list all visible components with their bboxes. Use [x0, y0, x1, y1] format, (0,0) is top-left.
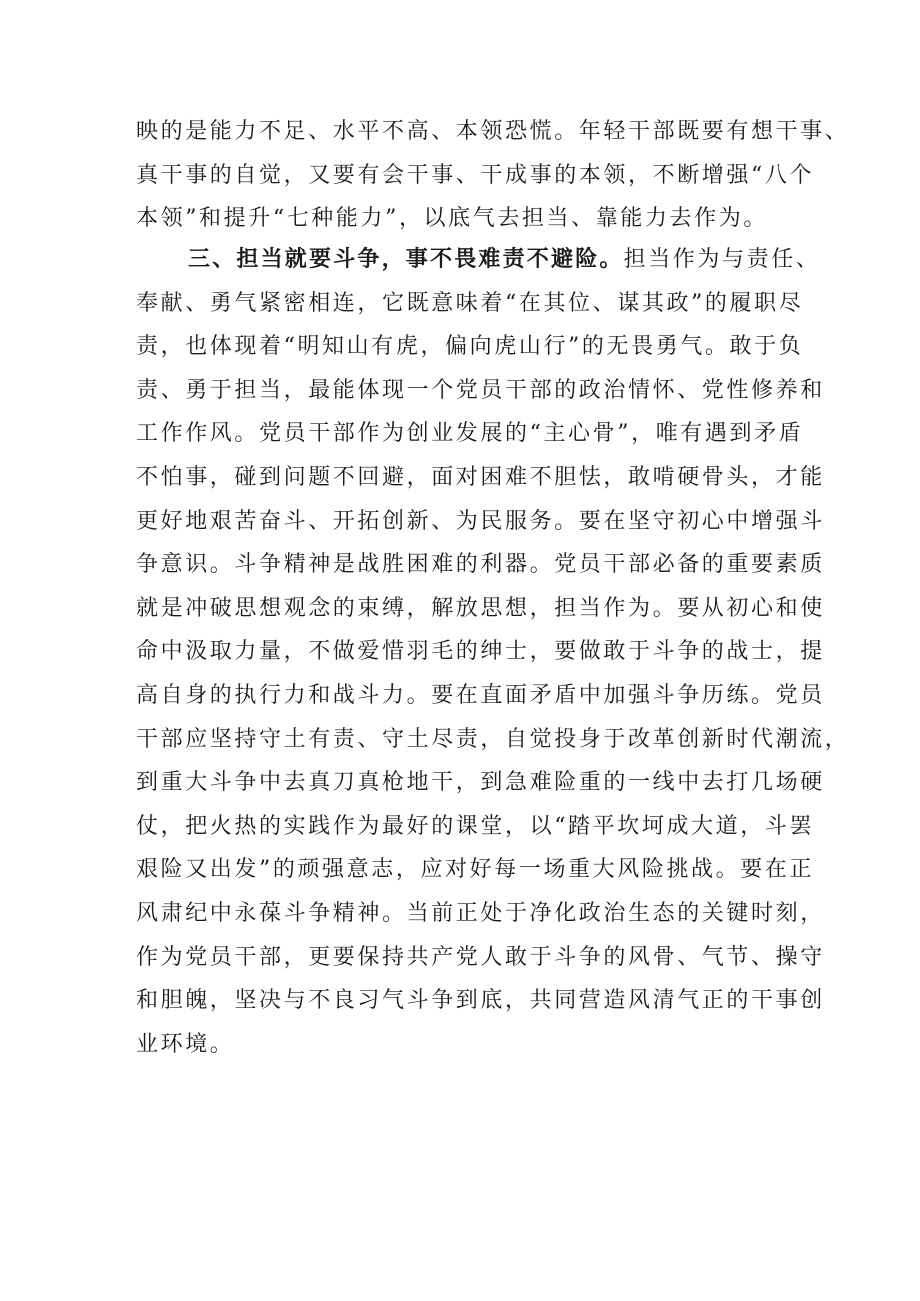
text-line: 风肃纪中永葆斗争精神。当前正处于净化政治生态的关键时刻，: [136, 900, 825, 926]
text-line: 就是冲破思想观念的束缚，解放思想，担当作为。要从初心和使: [136, 595, 825, 621]
text-run: 担当作为与责任、: [623, 247, 821, 272]
text-line: 艰险又出发”的顽强意志，应对好每一场重大风险挑战。要在正: [136, 857, 815, 883]
text-line: 更好地艰苦奋斗、开拓创新、为民服务。要在坚守初心中增强斗: [136, 508, 825, 534]
text-line: 责，也体现着“明知山有虎，偏向虎山行”的无畏勇气。敢于负: [136, 334, 804, 360]
section-heading: 三、担当就要斗争，事不畏难责不避险。: [188, 247, 624, 272]
paragraph-first-line: [136, 238, 821, 282]
text-line: 工作作风。党员干部作为创业发展的“主心骨”，唯有遇到矛盾: [136, 421, 804, 447]
text-line: 业环境。: [136, 1031, 235, 1057]
text-line: 责、勇于担当，最能体现一个党员干部的政治情怀、党性修养和: [136, 377, 825, 403]
text-line: 作为党员干部，更要保持共产党人敢于斗争的风骨、气节、操守: [136, 944, 825, 970]
text-line: 争意识。斗争精神是战胜困难的利器。党员干部必备的重要素质: [136, 552, 825, 578]
text-line: 不怕事，碰到问题不回避，面对困难不胆怯，敢啃硬骨头，才能: [136, 464, 825, 490]
text-line: 映的是能力不足、水平不高、本领恐慌。年轻干部既要有想干事、: [136, 119, 850, 144]
text-line: 到重大斗争中去真刀真枪地干，到急难险重的一线中去打几场硬: [136, 770, 825, 796]
text-line: 本领”和提升“七种能力”，以底气去担当、靠能力去作为。: [136, 206, 768, 232]
text-line: 和胆魄，坚决与不良习气斗争到底，共同营造风清气正的干事创: [136, 988, 825, 1014]
text-line: 奉献、勇气紧密相连，它既意味着“在其位、谋其政”的履职尽: [136, 290, 804, 316]
paragraph-continuation: [136, 110, 850, 241]
text-line: 命中汲取力量，不做爱惜羽毛的绅士，要做敢于斗争的战士，提: [136, 639, 825, 665]
text-line: 真干事的自觉，又要有会干事、干成事的本领，不断增强“八个: [136, 162, 815, 188]
text-line: 干部应坚持守土有责、守土尽责，自觉投身于改革创新时代潮流，: [136, 726, 850, 752]
text-line: 高自身的执行力和战斗力。要在直面矛盾中加强斗争历练。党员: [136, 682, 825, 708]
paragraph-section-three: [136, 238, 850, 1066]
text-line: 仗，把火热的实践作为最好的课堂，以“踏平坎坷成大道，斗罢: [136, 813, 815, 839]
